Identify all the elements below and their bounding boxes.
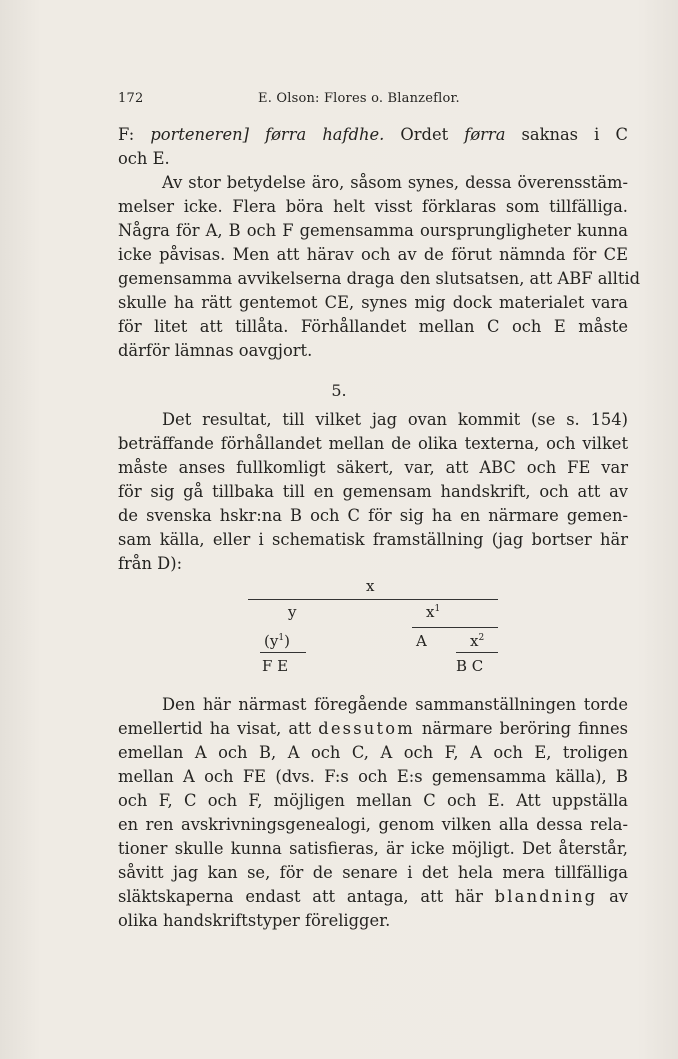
text-line: släktskaperna endast att antaga, att här blandning av (118, 887, 628, 906)
text-line: de svenska hskr:na B och C för sig ha en närmare gemen- (118, 506, 628, 525)
text-line: för sig gå tillbaka till en gemensam handskrift, och att av (118, 482, 628, 501)
text-line: Några för A, B och F gemensamma oursprungligheter kunna (118, 221, 628, 240)
stemma-brace-x2 (456, 652, 498, 653)
text-line: F: porteneren] førra hafdhe. Ordet førra saknas i C (118, 125, 628, 144)
text-line: beträffande förhållandet mellan de olika texterna, och vilket (118, 434, 628, 453)
stemma-node-y: y (288, 603, 297, 621)
paragraph-result (118, 408, 628, 576)
text-line: emellertid ha visat, att dessutom närmare beröring finnes (118, 719, 628, 738)
stemma-node-x1: $x^1$ (426, 603, 441, 621)
text-line: melser icke. Flera böra helt visst förklaras som tillfälliga. (118, 197, 628, 216)
stemma-leaf-bc: B C (456, 657, 484, 675)
text-line: och F, C och F, möjligen mellan C och E. Att uppställa (118, 791, 628, 810)
text-line: icke påvisas. Men att härav och av de förut nämnda för CE (118, 245, 628, 264)
text-line: tioner skulle kunna satisfieras, är icke möjligt. Det återstår, (118, 839, 628, 858)
text-line: Av stor betydelse äro, såsom synes, dessa överensstäm- (162, 173, 628, 192)
running-title: E. Olson: Flores o. Blanzeflor. (258, 91, 460, 106)
stemma-brace-x (248, 599, 498, 600)
paragraph-contamination (118, 693, 628, 933)
text-line: en ren avskrivningsgenealogi, genom vilken alla dessa rela- (118, 815, 628, 834)
section-number: 5. (331, 381, 347, 400)
text-line: måste anses fullkomligt säkert, var, att ABC och FE var (118, 458, 628, 477)
stemma-node-a: A (416, 632, 427, 650)
page-number: 172 (118, 91, 144, 106)
text-line: såvitt jag kan se, för de senare i det hela mera tillfälliga (118, 863, 628, 882)
stemma-node-y1: $(y^1)$ (264, 632, 290, 650)
stemma-node-x2: $x^2$ (470, 632, 485, 650)
stemma-leaf-fe: F E (262, 657, 289, 675)
stemma-brace-y1 (260, 652, 306, 653)
text-line: emellan A och B, A och C, A och F, A och E, troligen (118, 743, 628, 762)
text-line: olika handskriftstyper föreligger. (118, 911, 391, 930)
stemma-diagram (236, 577, 516, 687)
text-line: gemensamma avvikelserna draga den slutsatsen, att ABF alltid (118, 269, 641, 288)
text-line: sam källa, eller i schematisk framställning (jag bortser här (118, 530, 628, 549)
text-line: Det resultat, till vilket jag ovan kommit (se s. 154) (162, 410, 628, 429)
text-line: för litet att tillåta. Förhållandet mellan C och E måste (118, 317, 628, 336)
text-line: mellan A och FE (dvs. F:s och E:s gemensamma källa), B (118, 767, 628, 786)
text-line: från D): (118, 554, 183, 573)
paragraph-variant-note (118, 123, 628, 171)
text-line: därför lämnas oavgjort. (118, 341, 313, 360)
text-line: Den här närmast föregående sammanställningen torde (162, 695, 628, 714)
text-line: och E. (118, 149, 170, 168)
stemma-node-x: x (366, 577, 375, 595)
paragraph-agreements (118, 171, 641, 363)
text-line: skulle ha rätt gentemot CE, synes mig dock materialet vara (118, 293, 628, 312)
stemma-brace-x1 (412, 627, 498, 628)
